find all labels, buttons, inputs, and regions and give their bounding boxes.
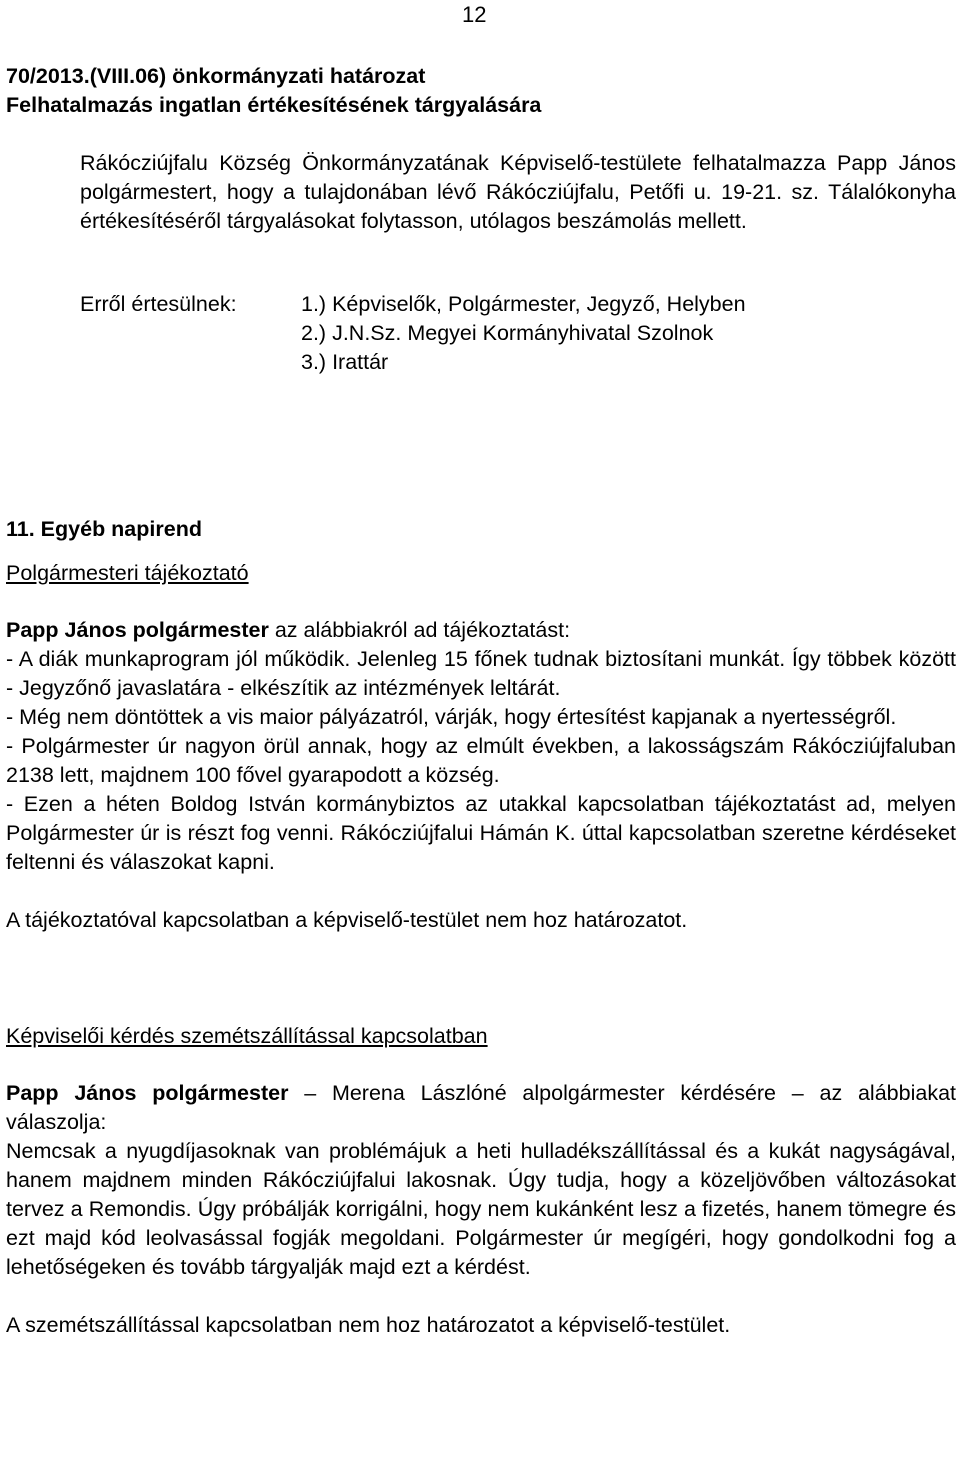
notify-label: Erről értesülnek:: [80, 292, 237, 316]
section-title-waste-question: Képviselői kérdés szemétszállítással kapcsolatban: [6, 1024, 488, 1048]
briefing-intro: [6, 616, 956, 645]
page-number: 12: [462, 2, 487, 27]
resolution-text: Rákócziújfalu Község Önkormányzatának Képviselő-testülete felhatalmazza Papp János polgármestert, hogy a tulajdonában lévő Rákócziújfalu, Petőfi u. 19-21. sz. Tálalókonyha értékesítéséről tárgyalásokat folytasson, utólagos beszámolás mellett.: [80, 151, 956, 233]
briefing-item: - Polgármester úr nagyon örül annak, hogy az elmúlt években, a lakosságszám Rákócziújfaluban 2138 lett, majdnem 100 fővel gyarapodott a község.: [6, 734, 956, 787]
question-intro-text: – Merena Lászlóné alpolgármester kérdésére – az alábbiakat válaszolja:: [6, 1081, 956, 1134]
briefing-conclusion: A tájékoztatóval kapcsolatban a képviselő-testület nem hoz határozatot.: [6, 908, 688, 932]
notify-item: 1.) Képviselők, Polgármester, Jegyző, Helyben: [301, 292, 746, 316]
question-conclusion: A szemétszállítással kapcsolatban nem hoz határozatot a képviselő-testület.: [6, 1313, 731, 1337]
briefing-item: - A diák munkaprogram jól működik. Jelenleg 15 főnek tudnak biztosítani munkát. Így többek között - Jegyzőnő javaslatára - elkészítik az intézmények leltárát.: [6, 647, 956, 700]
document-body: [6, 62, 956, 1340]
speaker-name: Papp János polgármester: [6, 618, 269, 642]
resolution-subject: Felhatalmazás ingatlan értékesítésének tárgyalására: [6, 93, 542, 117]
notify-list: [301, 290, 746, 377]
question-answer: Nemcsak a nyugdíjasoknak van problémájuk a heti hulladékszállítással és a kukát nagyságával, hanem majdnem minden Rákócziújfalui lakosnak. Úgy tudja, hogy a közeljövőben változásokat tervez a Remondis. Úgy próbálják korrigálni, hogy nem kukánként lesz a fizetés, hanem tömegre és ezt majd kód leolvasással fogják megoldani. Polgármester úr megígéri, hogy gondolkodni fog a lehetőségeken és tovább tárgyalják majd ezt a kérdést.: [6, 1139, 956, 1279]
briefing-intro-text: az alábbiakról ad tájékoztatást:: [268, 618, 571, 642]
resolution-number: 70/2013.(VIII.06) önkormányzati határozat: [6, 64, 426, 88]
briefing-item: - Még nem döntöttek a vis maior pályázatról, várják, hogy értesítést kapjanak a nyertességről.: [6, 705, 897, 729]
agenda-heading: 11. Egyéb napirend: [6, 517, 202, 541]
speaker-name: Papp János polgármester: [6, 1081, 289, 1105]
question-intro: [6, 1079, 956, 1137]
briefing-item: - Ezen a héten Boldog István kormánybiztos az utakkal kapcsolatban tájékoztatást ad, melyen Polgármester úr is részt fog venni. Rákócziújfalui Hámán K. úttal kapcsolatban szeretne kérdéseket feltenni és válaszokat kapni.: [6, 792, 956, 874]
notify-item: 2.) J.N.Sz. Megyei Kormányhivatal Szolnok: [301, 321, 714, 345]
section-title-mayor-briefing: Polgármesteri tájékoztató: [6, 561, 249, 585]
resolution-block: [6, 62, 956, 377]
notify-block: [6, 290, 956, 377]
agenda-block: [6, 515, 956, 1340]
notify-item: 3.) Irattár: [301, 350, 389, 374]
